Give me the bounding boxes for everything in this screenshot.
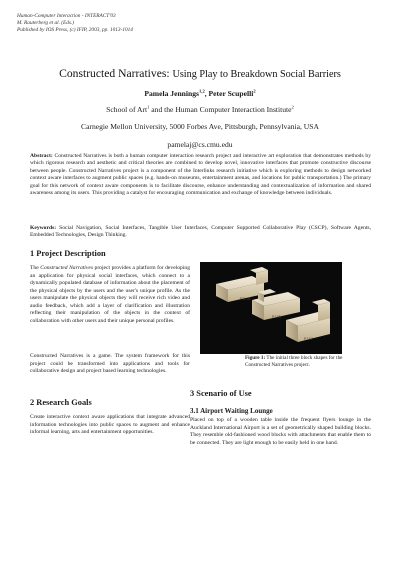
header-line: M. Rauterberg et al. (Eds.) [17,20,75,26]
author-affil-mark: 1,2 [199,88,205,94]
affil-mark: 2 [291,104,294,110]
project-name: Constructed Narratives [40,265,94,271]
caption-label: Figure 1: [245,355,266,361]
abstract-text: Constructed Narratives is both a human computer interaction research project and interactive art exploration that demonstrates methods by which rigorous research and aesthetic and critical theories are combined to develop novel, innovative interfaces that promote constructive discourse between people. Constructed Narratives project is a component of the Interlinks research initiative which is exploring methods to design networked context aware interfaces to augment public spaces (e.g. hands-on museums, entertainment arenas, and locations for public transportation.) The primary goal for this network of context aware components is to facilitate discourse, enhance understanding and contextualization of information and shared awareness among its users. This providing a catalyst for encouraging communication and exchange of knowledge between individuals. [30,153,371,197]
section-heading: 3 Scenario of Use [190,389,252,398]
caption-text: The initial three block shapes for the Constructed Narratives project. [245,355,343,368]
author-name: Pamela Jennings [144,89,199,98]
author-separator: , [204,89,209,98]
affiliation-text: and the Human Computer Interaction Institute [149,105,292,114]
abstract-label: Abstract: [30,153,53,159]
section1-paragraph: Constructed Narratives is a game. The system framework for this project could be transformed into applications and tools for collaborative design and project based learning technologies. [30,353,190,374]
section3-paragraph: Placed on top of a wooden table inside the frequent flyers lounge in the Auckland International Airport is a set of geometrically shaped building blocks. They resemble old-fashioned wood blocks with attachments that enable them to be connected. They are light enough to be easily held in one hand. [190,417,371,446]
keywords-label: Keywords: [30,225,57,231]
paper-title [0,67,400,80]
paragraph-text: project provides a platform for developing an application for physical social interfaces, which connect to a dynamically populated database of information about the placement of the physical objects by the users and the user's unique profile. As the users manipulate the physical objects they will receive rich video and audio feedback, which add a layer of clarification and illustration reflecting their manipulation of the objects in the context of collaboration with other users and their unique personal profiles. [30,265,190,324]
address: Carnegie Mellon University, 5000 Forbes Ave, Pittsburgh, Pennsylvania, USA [81,122,319,131]
section-heading: 1 Project Description [30,249,106,258]
figure-caption [245,355,365,368]
running-header [17,13,133,34]
section2-paragraph: Create interactive context aware applications that integrate advanced information technologies into public spaces to augment and enhance informal learning, arts and entertainment opportunities. [30,414,190,435]
keywords-text: Social Navigation, Social Interfaces, Tangible User Interfaces, Computer Supported Collaborative Play (CSCP), Software Agents, Embedded Technologies, Design Thinking. [30,225,371,239]
affil-mark: 1 [147,104,150,110]
paragraph-text: The [30,265,41,271]
section1-paragraph [30,265,190,325]
block-label: P.B.28 [240,297,251,301]
affiliation [0,105,400,114]
block-shapes-illustration [200,262,342,354]
header-line: Human-Computer Interaction - INTERACT'03 [17,13,116,19]
title-sub: Using Play to Breakdown Social Barriers [172,69,341,80]
keywords [30,225,371,240]
block-label: P.107 [304,337,313,341]
subsection-heading: 3.1 Airport Waiting Lounge [190,407,273,415]
author-list [0,89,400,98]
affiliation-text: School of Art [106,105,148,114]
abstract [30,153,371,197]
figure-block-photo [200,262,342,354]
header-line: Published by IOS Press, (c) IFIP, 2003, pp. 1013-1014 [17,27,133,33]
author-name: Peter Scupelli [208,89,254,98]
section-heading: 2 Research Goals [30,398,92,407]
email-address: pamelaj@cs.cmu.edu [167,140,233,149]
author-affil-mark: 2 [253,88,256,94]
title-main: Constructed Narratives: [59,67,170,80]
block-label: P.105 [272,315,281,319]
